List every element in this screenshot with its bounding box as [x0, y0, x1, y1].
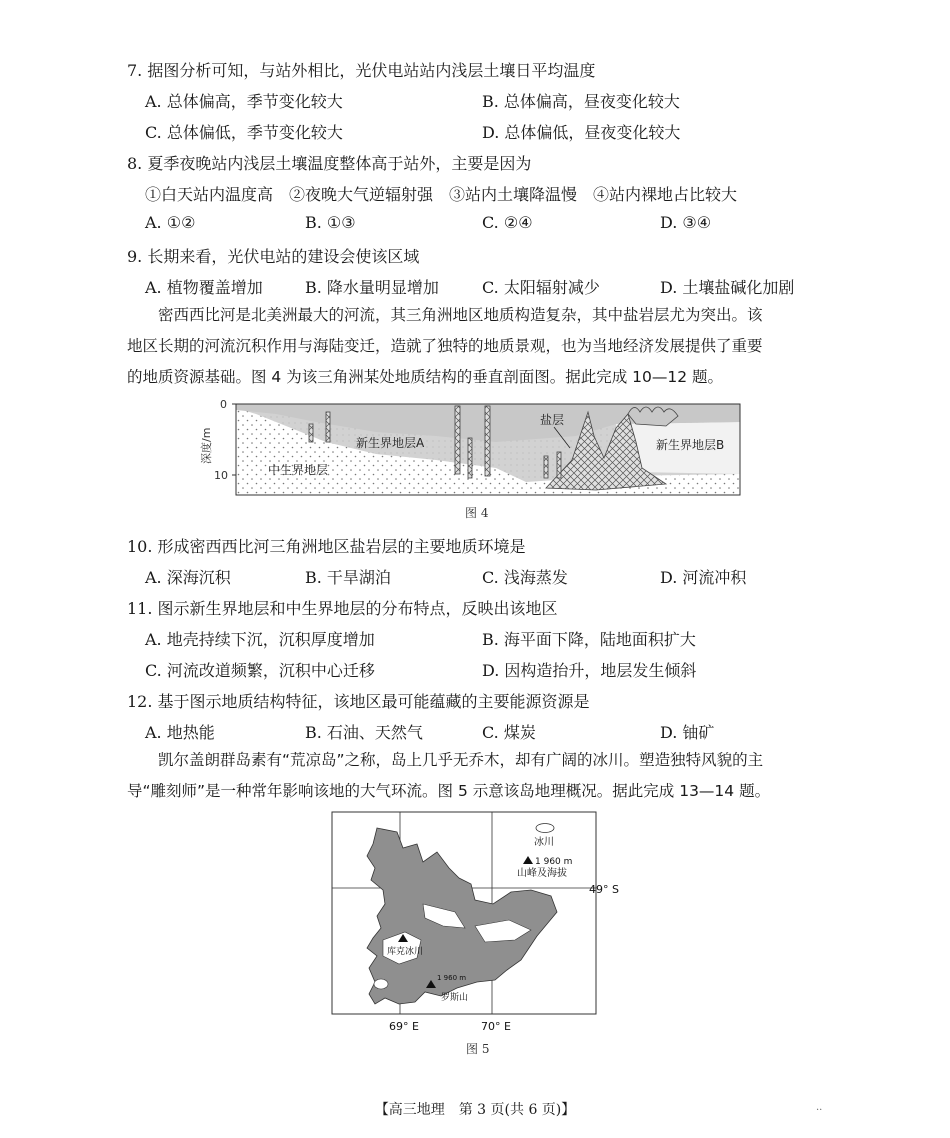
tick-0-label: 0	[220, 398, 227, 411]
passage-mississippi	[127, 300, 827, 393]
label-mesozoic: 中生界地层	[268, 463, 329, 477]
q11-option-d: D. 因构造抬升，地层发生倾斜	[482, 661, 697, 680]
lat-49s-label: 49° S	[589, 883, 619, 896]
passage1-line1: 密西西比河是北美洲最大的河流，其三角洲地区地质构造复杂，其中盐岩层尤为突出。该	[127, 306, 763, 324]
passage1-line2: 地区长期的河流沉积作用与海陆变迁，造就了独特的地质景观，也为当地经济发展提供了重要	[127, 337, 763, 355]
passage-kerguelen	[127, 745, 827, 807]
legend-glacier-label: 冰川	[534, 837, 554, 848]
label-ross-elevation: 1 960 m	[437, 974, 467, 982]
label-salt: 盐层	[540, 413, 565, 427]
passage1-line3: 的地质资源基础。图 4 为该三角洲某处地质结构的垂直剖面图。据此完成 10—12 题。	[127, 368, 724, 386]
passage2-line2: 导“雕刻师”是一种常年影响该地的大气环流。图 5 示意该岛地理概况。据此完成 13—14 题。	[127, 782, 771, 800]
label-cenozoic-a: 新生界地层A	[356, 436, 425, 450]
figure-5-caption: 图 5	[466, 1042, 490, 1056]
salt-diapir-6	[544, 456, 548, 478]
q10-option-c: C. 浅海蒸发	[482, 568, 568, 587]
q9-option-b: B. 降水量明显增加	[305, 278, 439, 297]
salt-diapir-5	[485, 406, 490, 476]
salt-diapir-1	[309, 424, 313, 442]
q11-option-c: C. 河流改道频繁，沉积中心迁移	[145, 661, 375, 680]
figure-5-map	[325, 808, 625, 1038]
salt-diapir-2	[326, 412, 330, 442]
legend-peak-elevation: 1 960 m	[535, 857, 573, 867]
q7-option-b: B. 总体偏高，昼夜变化较大	[482, 92, 680, 111]
q11-option-a: A. 地壳持续下沉，沉积厚度增加	[145, 630, 375, 649]
label-cenozoic-b: 新生界地层B	[656, 438, 725, 452]
label-ross-mountain: 罗斯山	[441, 993, 469, 1003]
q11-option-b: B. 海平面下降，陆地面积扩大	[482, 630, 696, 649]
passage2-line1: 凯尔盖朗群岛素有“荒凉岛”之称，岛上几乎无乔木，却有广阔的冰川。塑造独特风貌的主	[127, 751, 764, 769]
q12-option-d: D. 铀矿	[660, 723, 715, 742]
q8-items: ①白天站内温度高 ②夜晚大气逆辐射强 ③站内土壤降温慢 ④站内裸地占比较大	[145, 185, 738, 204]
q10-option-a: A. 深海沉积	[145, 568, 231, 587]
lon-69e-label: 69° E	[389, 1020, 419, 1033]
q7-option-a: A. 总体偏高，季节变化较大	[145, 92, 343, 111]
page-footer: 【高三地理 第 3 页(共 6 页)】	[374, 1102, 576, 1118]
q9-stem: 9. 长期来看，光伏电站的建设会使该区域	[127, 247, 420, 266]
q9-option-a: A. 植物覆盖增加	[145, 278, 263, 297]
q9-option-d: D. 土壤盐碱化加剧	[660, 278, 795, 297]
tick-10-label: 10	[214, 469, 228, 482]
q7-stem: 7. 据图分析可知，与站外相比，光伏电站站内浅层土壤日平均温度	[127, 61, 596, 80]
label-cook-glacier: 库克冰川	[387, 947, 424, 957]
q8-stem: 8. 夏季夜晚站内浅层土壤温度整体高于站外，主要是因为	[127, 154, 532, 173]
legend-glacier-icon	[536, 824, 554, 833]
figure-4-cross-section	[196, 396, 746, 498]
q10-stem: 10. 形成密西西比河三角洲地区盐岩层的主要地质环境是	[127, 537, 526, 556]
q8-option-b: B. ①③	[305, 213, 356, 232]
q10-option-b: B. 干旱湖泊	[305, 568, 391, 587]
q7-option-d: D. 总体偏低，昼夜变化较大	[482, 123, 681, 142]
q11-stem: 11. 图示新生界地层和中生界地层的分布特点，反映出该地区	[127, 599, 558, 618]
q8-option-d: D. ③④	[660, 213, 712, 232]
q12-option-c: C. 煤炭	[482, 723, 536, 742]
q10-option-d: D. 河流冲积	[660, 568, 747, 587]
lon-70e-label: 70° E	[481, 1020, 511, 1033]
q12-option-b: B. 石油、天然气	[305, 723, 423, 742]
q8-option-a: A. ①②	[145, 213, 196, 232]
q7-option-c: C. 总体偏低，季节变化较大	[145, 123, 343, 142]
glacier-small-1	[374, 979, 388, 989]
legend-peak-label: 山峰及海拔	[517, 868, 567, 879]
q12-stem: 12. 基于图示地质结构特征，该地区最可能蕴藏的主要能源资源是	[127, 692, 590, 711]
depth-axis-label: 深度/m	[200, 427, 213, 464]
q12-option-a: A. 地热能	[145, 723, 215, 742]
corner-mark: ..	[816, 1102, 823, 1113]
q9-option-c: C. 太阳辐射减少	[482, 278, 600, 297]
salt-diapir-4	[468, 438, 472, 478]
figure-4-caption: 图 4	[465, 506, 489, 520]
salt-diapir-3	[455, 406, 460, 474]
salt-diapir-7	[557, 452, 561, 478]
q8-option-c: C. ②④	[482, 213, 533, 232]
